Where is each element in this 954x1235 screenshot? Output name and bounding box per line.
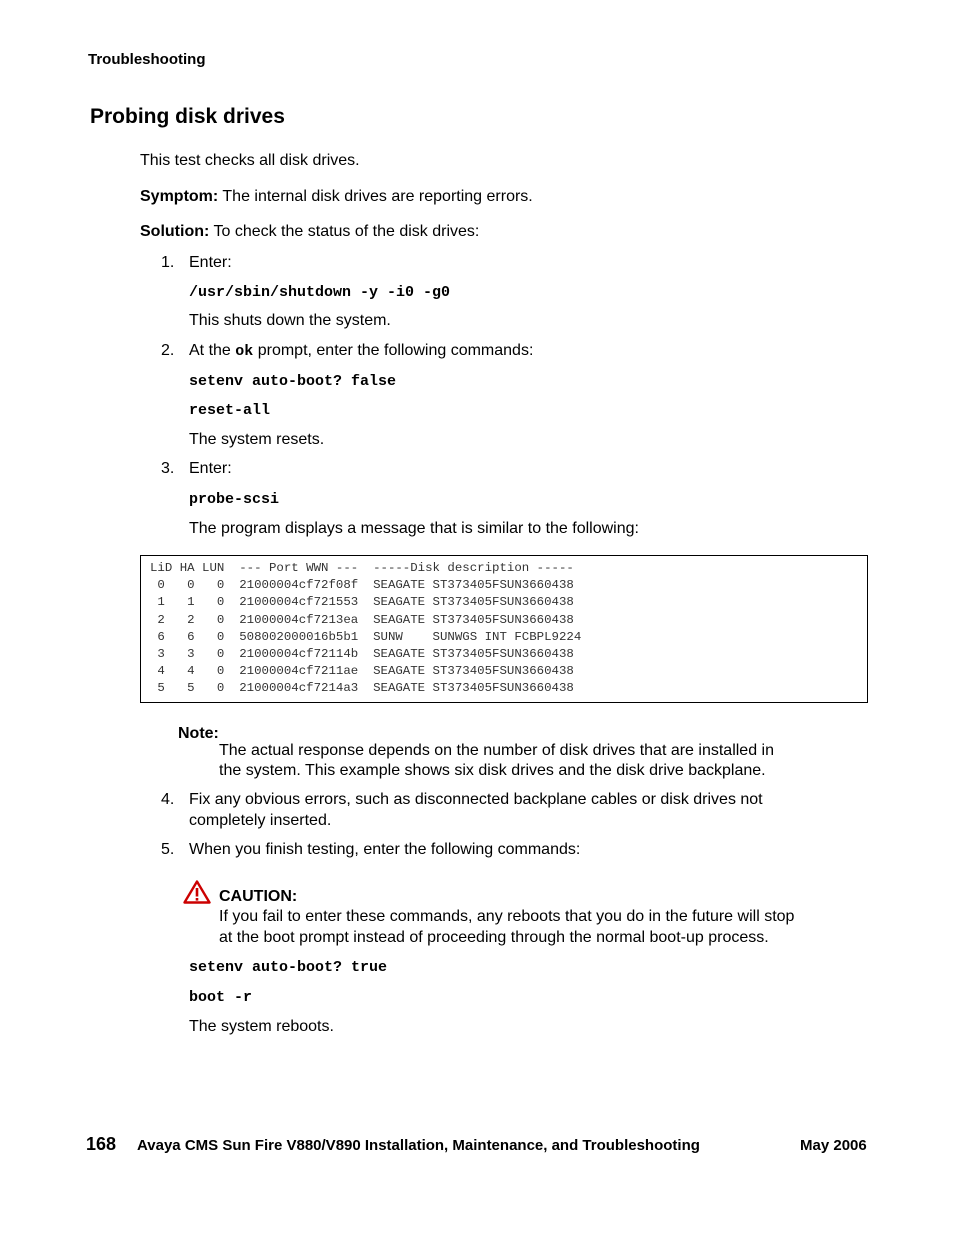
running-head: Troubleshooting bbox=[88, 51, 206, 68]
warning-triangle-icon bbox=[183, 880, 211, 904]
note-label: Note: bbox=[178, 725, 219, 742]
solution-label: Solution: bbox=[140, 223, 210, 240]
step-1-text: Enter: bbox=[189, 254, 232, 271]
step-4-line-1: Fix any obvious errors, such as disconnected backplane cables or disk drives not bbox=[189, 791, 763, 808]
footer-document-title: Avaya CMS Sun Fire V880/V890 Installation, Maintenance, and Troubleshooting bbox=[137, 1137, 700, 1154]
step-5-result: The system reboots. bbox=[189, 1018, 334, 1035]
footer-date: May 2006 bbox=[800, 1137, 867, 1154]
symptom-text: The internal disk drives are reporting errors. bbox=[218, 188, 533, 205]
step-2-command-1: setenv auto-boot? false bbox=[189, 373, 397, 390]
solution-text: To check the status of the disk drives: bbox=[209, 223, 480, 240]
symptom-label: Symptom: bbox=[140, 188, 219, 205]
output-line: 3 3 0 21000004cf72114b SEAGATE ST373405FSUN3660438 bbox=[150, 647, 574, 661]
section-title: Probing disk drives bbox=[90, 105, 285, 128]
step-5-text: When you finish testing, enter the following commands: bbox=[189, 841, 581, 858]
symptom-paragraph bbox=[140, 188, 533, 206]
caution-line-1: If you fail to enter these commands, any reboots that you do in the future will stop bbox=[219, 908, 795, 925]
solution-paragraph bbox=[140, 223, 479, 241]
probe-scsi-output-box bbox=[140, 555, 868, 703]
step-2-command-2: reset-all bbox=[189, 402, 271, 419]
step-3-number: 3. bbox=[161, 460, 175, 477]
intro-text: This test checks all disk drives. bbox=[140, 152, 360, 169]
caution-line-2: at the boot prompt instead of proceeding through the normal boot-up process. bbox=[219, 929, 769, 946]
output-line: 0 0 0 21000004cf72f08f SEAGATE ST373405FSUN3660438 bbox=[150, 578, 574, 592]
note-line-1: The actual response depends on the number of disk drives that are installed in bbox=[219, 742, 774, 759]
step-2-text-after: prompt, enter the following commands: bbox=[253, 342, 534, 359]
step-2-result: The system resets. bbox=[189, 431, 325, 448]
step-3-text: Enter: bbox=[189, 460, 232, 477]
output-line: 5 5 0 21000004cf7214a3 SEAGATE ST373405FSUN3660438 bbox=[150, 681, 574, 695]
note-line-2: the system. This example shows six disk drives and the disk drive backplane. bbox=[219, 762, 766, 779]
step-1-command: /usr/sbin/shutdown -y -i0 -g0 bbox=[189, 284, 451, 301]
step-2-text bbox=[189, 342, 533, 360]
step-5-number: 5. bbox=[161, 841, 175, 858]
output-line: 1 1 0 21000004cf721553 SEAGATE ST373405FSUN3660438 bbox=[150, 595, 574, 609]
step-3-result: The program displays a message that is similar to the following: bbox=[189, 520, 639, 537]
step-3-command: probe-scsi bbox=[189, 491, 280, 508]
output-line: 6 6 0 508002000016b5b1 SUNW SUNWGS INT FCBPL9224 bbox=[150, 630, 582, 644]
step-1-number: 1. bbox=[161, 254, 175, 271]
ok-prompt-code: ok bbox=[235, 343, 254, 360]
step-5-command-1: setenv auto-boot? true bbox=[189, 959, 388, 976]
step-2-number: 2. bbox=[161, 342, 175, 359]
output-line: 2 2 0 21000004cf7213ea SEAGATE ST373405FSUN3660438 bbox=[150, 613, 574, 627]
step-2-text-before: At the bbox=[189, 342, 236, 359]
step-4-line-2: completely inserted. bbox=[189, 812, 332, 829]
step-5-command-2: boot -r bbox=[189, 989, 253, 1006]
step-1-result: This shuts down the system. bbox=[189, 312, 391, 329]
page-number: 168 bbox=[86, 1134, 117, 1154]
output-line: 4 4 0 21000004cf7211ae SEAGATE ST373405FSUN3660438 bbox=[150, 664, 574, 678]
output-header-line: LiD HA LUN --- Port WWN --- -----Disk description ----- bbox=[150, 561, 574, 575]
caution-label: CAUTION: bbox=[219, 888, 298, 905]
step-4-number: 4. bbox=[161, 791, 175, 808]
